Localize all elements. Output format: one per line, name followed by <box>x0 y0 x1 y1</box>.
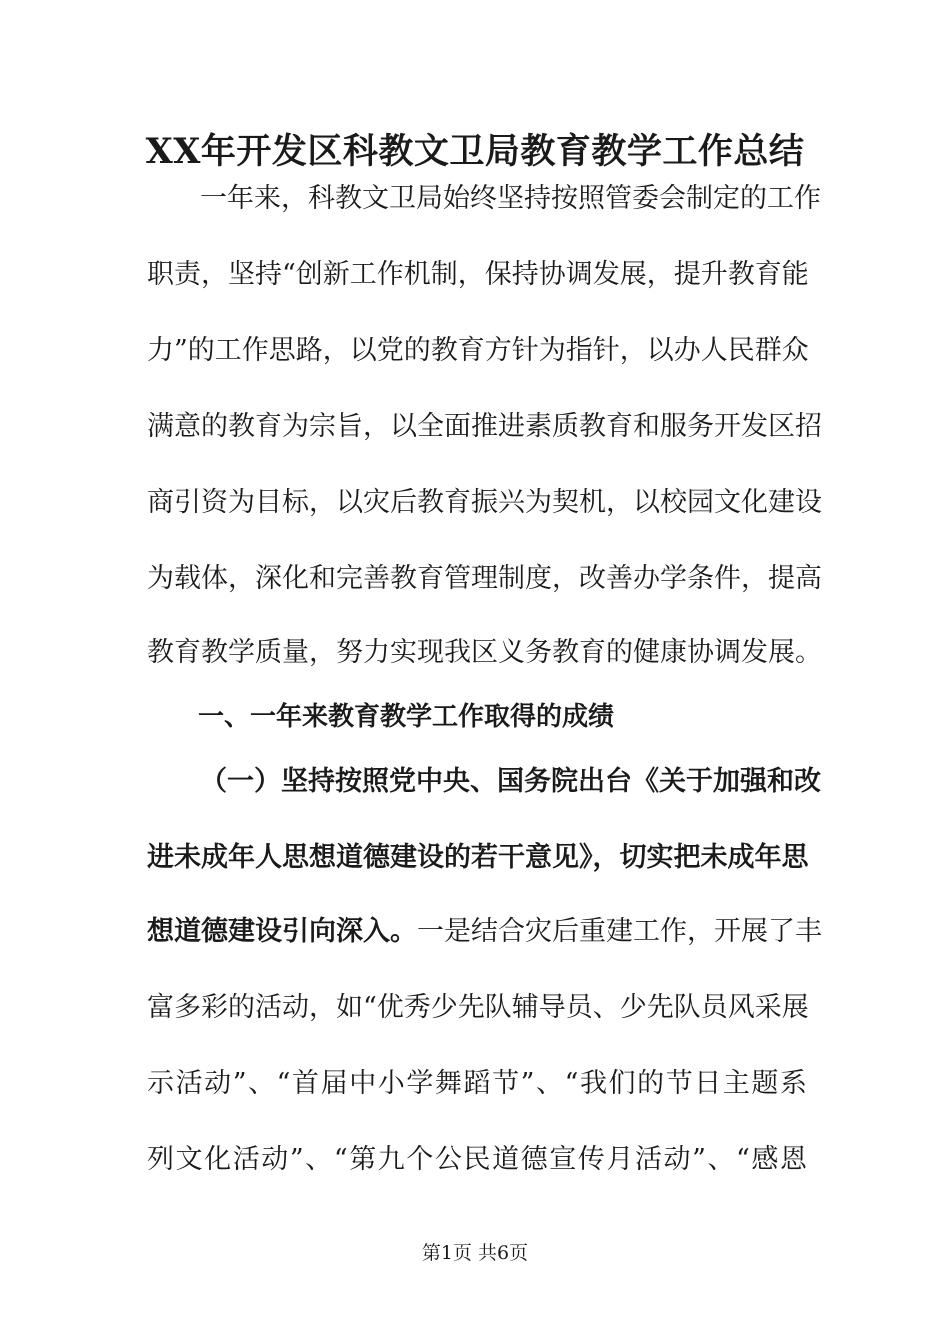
subsection-line-1: （一）坚持按照党中央、国务院出台《关于加强和改 <box>200 766 821 797</box>
subsection-line-6: 列文化活动”、“第九个公民道德宣传月活动”、“感恩 <box>147 1144 807 1175</box>
intro-line-5: 商引资为目标，以灾后教育振兴为契机，以校园文化建设 <box>147 487 822 518</box>
intro-line-1: 一年来，科教文卫局始终坚持按照管委会制定的工作 <box>200 183 821 214</box>
subsection-line-3 <box>147 914 822 950</box>
page-footer: 第1页 共6页 <box>421 1242 529 1264</box>
intro-line-3: 力”的工作思路，以党的教育方针为指针，以办人民群众 <box>147 335 809 366</box>
intro-line-7: 教育教学质量，努力实现我区义务教育的健康协调发展。 <box>147 637 822 668</box>
intro-line-4: 满意的教育为宗旨，以全面推进素质教育和服务开发区招 <box>147 411 822 442</box>
section-heading: 一、一年来教育教学工作取得的成绩 <box>198 702 615 732</box>
intro-line-2: 职责，坚持“创新工作机制，保持协调发展，提升教育能 <box>147 259 809 290</box>
document-title: XX年开发区科教文卫局教育教学工作总结 <box>145 131 805 172</box>
subsection-line-5: 示活动”、“首届中小学舞蹈节”、“我们的节日主题系 <box>147 1068 807 1099</box>
subsection-line-3-bold: 想道德建设引向深入。 <box>147 916 417 947</box>
subsection-line-2: 进未成年人思想道德建设的若干意见》，切实把未成年思 <box>147 842 809 873</box>
intro-line-6: 为载体，深化和完善教育管理制度，改善办学条件，提高 <box>147 563 822 594</box>
subsection-line-3-rest: 一是结合灾后重建工作，开展了丰 <box>417 916 822 947</box>
subsection-line-4: 富多彩的活动，如“优秀少先队辅导员、少先队员风采展 <box>147 992 809 1023</box>
